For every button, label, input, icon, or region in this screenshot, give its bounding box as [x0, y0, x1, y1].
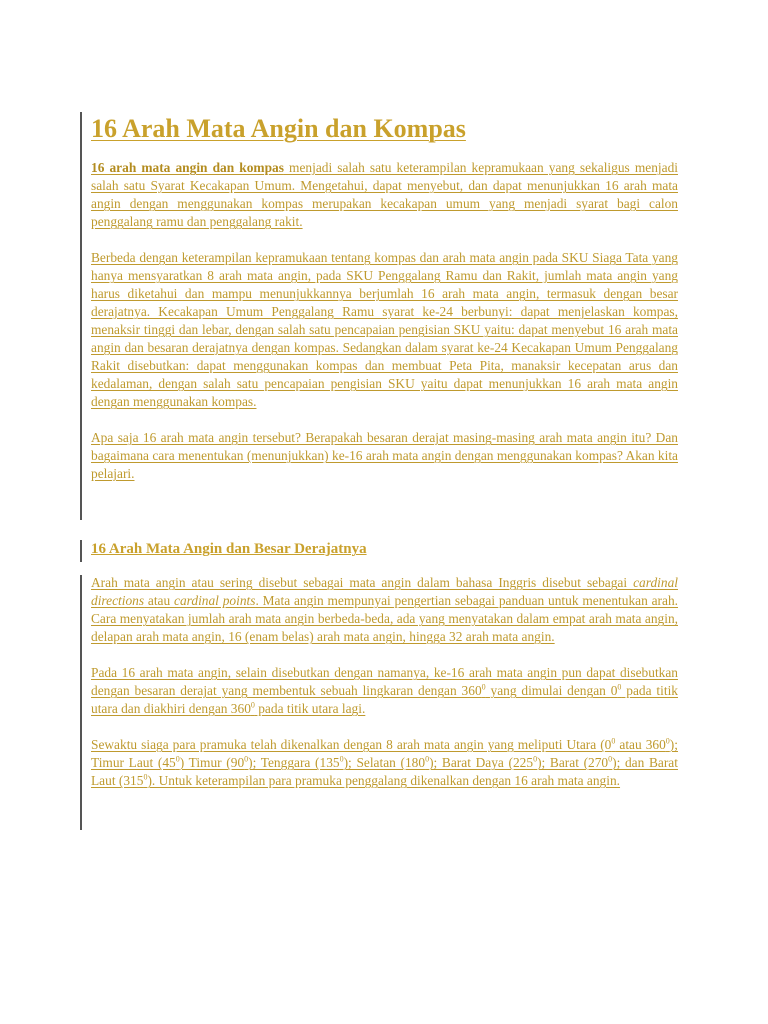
degree-superscript: 0: [425, 754, 430, 764]
text-segment: cardinal points: [174, 593, 256, 608]
text-segment: ) Timur (90: [179, 755, 245, 770]
section2-margin-bar: [80, 575, 82, 830]
text-segment: Sewaktu siaga para pramuka telah dikenalkan dengan 8 arah mata angin yang meliputi Utara (0: [91, 737, 612, 752]
degree-superscript: 0: [533, 754, 538, 764]
text-segment: pada titik utara lagi.: [254, 701, 366, 716]
degree-superscript: 0: [244, 754, 249, 764]
section1-body: [91, 159, 678, 483]
text-segment: Berbeda dengan keterampilan kepramukaan tentang kompas dan arah mata angin pada SKU Siaga Tata yang hanya mensyaratkan 8 arah mata angin, pada SKU Penggalang Ramu dan Rakit, jumlah mata angin yang harus diketahui dan mampu menunjukkannya berjumlah 16 arah mata angin, termasuk dengan besar derajatnya. Kecakapan Umum Penggalang Ramu syarat ke-24 berbunyi: dapat menjelaskan kompas, menaksir tinggi dan lebar, dengan salah satu pencapaian pengisian SKU yaitu: dapat menyebut 16 arah mata angin dan besaran derajatnya dengan kompas. Sedangkan dalam syarat ke-24 Kecakapan Umum Penggalang Rakit disebutkan: dapat menggunakan kompas dan membuat Peta Pita, manaksir kecepatan arus dan kedalaman, dengan salah satu pencapaian pengisian SKU yaitu dapat menunjukkan 16 arah mata angin dengan menggunakan kompas.: [91, 250, 678, 409]
degree-superscript: 0: [608, 754, 613, 764]
paragraph: [91, 429, 678, 483]
text-segment: ); dan Barat Laut (315: [91, 755, 678, 788]
text-segment: Arah mata angin atau sering disebut sebagai mata angin dalam bahasa Inggris disebut sebagai: [91, 575, 634, 590]
section-heading: 16 Arah Mata Angin dan Besar Derajatnya: [91, 541, 367, 557]
text-segment: menjadi salah satu keterampilan kepramukaan yang sekaligus menjadi salah satu Syarat Kecakapan Umum. Mengetahui, dapat menyebut, dan dapat menunjukkan 16 arah mata angin dengan menggunakan kompas merupakan kecakapan umum yang menjadi syarat bagi calon penggalang ramu dan penggalang rakit.: [91, 160, 678, 229]
section2-heading-bar: [80, 540, 82, 562]
degree-superscript: 0: [175, 754, 180, 764]
paragraph: [91, 664, 678, 718]
text-segment: ); Timur Laut (45: [91, 737, 678, 770]
degree-superscript: 0: [617, 682, 622, 692]
degree-superscript: 0: [339, 754, 344, 764]
section2: [91, 541, 678, 808]
text-segment: 16 arah mata angin dan kompas: [91, 160, 284, 175]
text-segment: yang dimulai dengan 0: [485, 683, 618, 698]
degree-superscript: 0: [611, 736, 616, 746]
text-segment: atau 360: [615, 737, 666, 752]
text-segment: Pada 16 arah mata angin, selain disebutkan dengan namanya, ke-16 arah mata angin pun dapat disebutkan dengan besaran derajat yang membentuk sebuah lingkaran dengan 360: [91, 665, 678, 698]
text-segment: ); Barat (270: [537, 755, 609, 770]
paragraph: [91, 736, 678, 790]
degree-superscript: 0: [481, 682, 486, 692]
page-title: 16 Arah Mata Angin dan Kompas: [91, 114, 466, 143]
paragraph: [91, 159, 678, 231]
text-segment: ); Selatan (180: [343, 755, 426, 770]
paragraph: [91, 249, 678, 411]
degree-superscript: 0: [143, 772, 148, 782]
text-segment: Apa saja 16 arah mata angin tersebut? Berapakah besaran derajat masing-masing arah mata angin itu? Dan bagaimana cara menentukan (menunjukkan) ke-16 arah mata angin dengan menggunakan kompas? Akan kita pelajari.: [91, 430, 678, 481]
text-segment: atau: [144, 593, 175, 608]
degree-superscript: 0: [665, 736, 670, 746]
section1: [91, 114, 678, 501]
paragraph: [91, 574, 678, 646]
text-segment: ); Tenggara (135: [248, 755, 340, 770]
text-segment: ); Barat Daya (225: [429, 755, 534, 770]
text-segment: pada titik utara dan diakhiri dengan 360: [91, 683, 678, 716]
degree-superscript: 0: [250, 700, 255, 710]
text-segment: ). Untuk keterampilan para pramuka penggalang dikenalkan dengan 16 arah mata angin.: [147, 773, 621, 788]
text-segment: . Mata angin mempunyai pengertian sebagai panduan untuk menentukan arah. Cara menyatakan jumlah arah mata angin berbeda-beda, ada yang menyatakan dalam empat arah mata angin, delapan arah mata angin, 16 (enam belas) arah mata angin, hingga 32 arah mata angin.: [91, 593, 679, 644]
section2-body: [91, 574, 678, 790]
section1-margin-bar: [80, 112, 82, 520]
text-segment: cardinal directions: [91, 575, 678, 608]
